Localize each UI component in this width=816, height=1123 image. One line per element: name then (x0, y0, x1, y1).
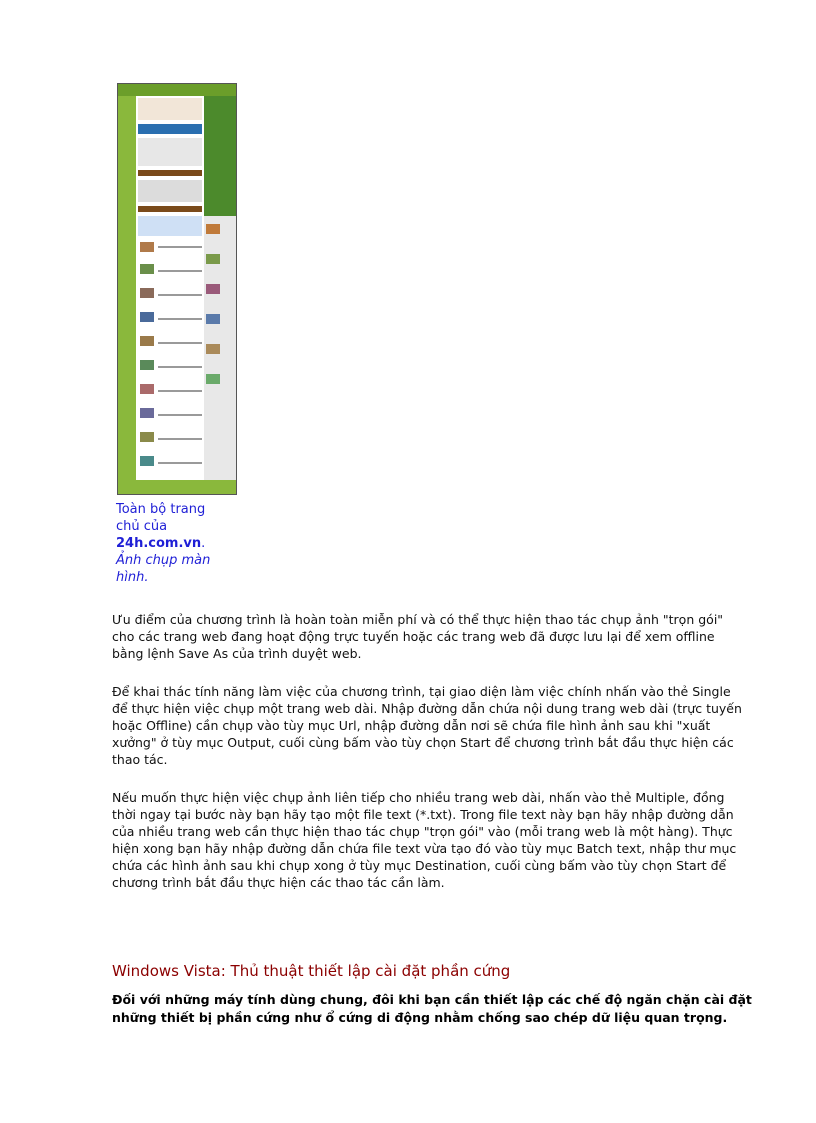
thumb-photo (206, 374, 220, 384)
thumb-photo (140, 408, 154, 418)
thumb-text-line (158, 270, 202, 272)
caption-line: chủ của (116, 519, 168, 534)
caption-line: Toàn bộ trang (116, 502, 206, 517)
paragraph-single-mode: Để khai thác tính năng làm việc của chương trình, tại giao diện làm việc chính nhấn vào thẻ Single để thực hiện việc chụp một trang web dài. Nhập đường dẫn chứa nội dung trang web dài (trực tuyến hoặc Offline) cần chụp vào tùy mục Url, nhập đường dẫn nơi sẽ chứa file hình ảnh sau khi "xuất xưởng" ở tùy mục Output, cuối cùng bấm vào tùy chọn Start để chương trình bắt đầu thực hiện các thao tác. (112, 684, 742, 767)
thumb-photo (140, 360, 154, 370)
thumb-right-banner (204, 96, 236, 216)
caption-line (116, 535, 226, 552)
thumb-photo (140, 288, 154, 298)
caption-site-link[interactable]: 24h.com.vn (116, 536, 202, 551)
thumb-text-line (158, 294, 202, 296)
thumb-text-line (158, 462, 202, 464)
thumb-text-line (158, 246, 202, 248)
thumb-photo (206, 254, 220, 264)
thumb-text-line (158, 390, 202, 392)
thumb-photo (140, 242, 154, 252)
caption-line: Ảnh chụp màn (116, 553, 211, 568)
image-caption (116, 501, 226, 586)
paragraph-advantages: Ưu điểm của chương trình là hoàn toàn miễn phí và có thể thực hiện thao tác chụp ảnh "trọn gói" cho các trang web đang hoạt động trực tuyến hoặc các trang web đã được lưu lại để xem offline bằng lệnh Save As của trình duyệt web. (112, 612, 724, 661)
section-heading: Windows Vista: Thủ thuật thiết lập cài đặt phần cứng (112, 962, 511, 980)
website-screenshot-thumbnail (117, 83, 237, 495)
thumb-left-column (118, 96, 136, 494)
thumb-block (138, 124, 202, 134)
thumb-block (138, 170, 202, 176)
thumb-block (138, 180, 202, 202)
thumb-text-line (158, 342, 202, 344)
thumb-photo (140, 336, 154, 346)
thumb-photo (140, 432, 154, 442)
thumb-feature (138, 98, 202, 120)
caption-line: hình. (116, 570, 149, 585)
thumb-photo (206, 344, 220, 354)
thumb-photo (206, 224, 220, 234)
paragraph-multiple-mode: Nếu muốn thực hiện việc chụp ảnh liên tiếp cho nhiều trang web dài, nhấn vào thẻ Multiple, đồng thời ngay tại bước này bạn hãy tạo một file text (*.txt). Trong file text này bạn hãy nhập đường dẫn của nhiều trang web cần thực hiện thao tác chụp "trọn gói" vào (mỗi trang web là một hàng). Thực hiện xong bạn hãy nhập đường dẫn chứa file text vừa tạo đó vào tùy mục Batch text, nhập thư mục chứa các hình ảnh sau khi chụp xong ở tùy mục Destination, cuối cùng bấm vào tùy chọn Start để chương trình bắt đầu thực hiện các thao tác cần làm. (112, 790, 737, 890)
thumb-photo (140, 384, 154, 394)
thumb-text-line (158, 438, 202, 440)
thumb-text-line (158, 318, 202, 320)
thumb-text-line (158, 414, 202, 416)
thumb-block (138, 206, 202, 212)
thumb-block (138, 216, 202, 236)
thumb-photo (206, 284, 220, 294)
section-lead: Đối với những máy tính dùng chung, đôi khi bạn cần thiết lập các chế độ ngăn chặn cài đặt những thiết bị phần cứng như ổ cứng di động nhằm chống sao chép dữ liệu quan trọng. (112, 992, 752, 1025)
thumb-photo (140, 312, 154, 322)
thumb-photo (206, 314, 220, 324)
caption-dot: . (201, 536, 206, 551)
thumb-header (118, 84, 236, 96)
thumb-block (138, 138, 202, 166)
thumb-photo (140, 264, 154, 274)
thumb-footer (118, 480, 236, 494)
thumb-photo (140, 456, 154, 466)
thumb-text-line (158, 366, 202, 368)
